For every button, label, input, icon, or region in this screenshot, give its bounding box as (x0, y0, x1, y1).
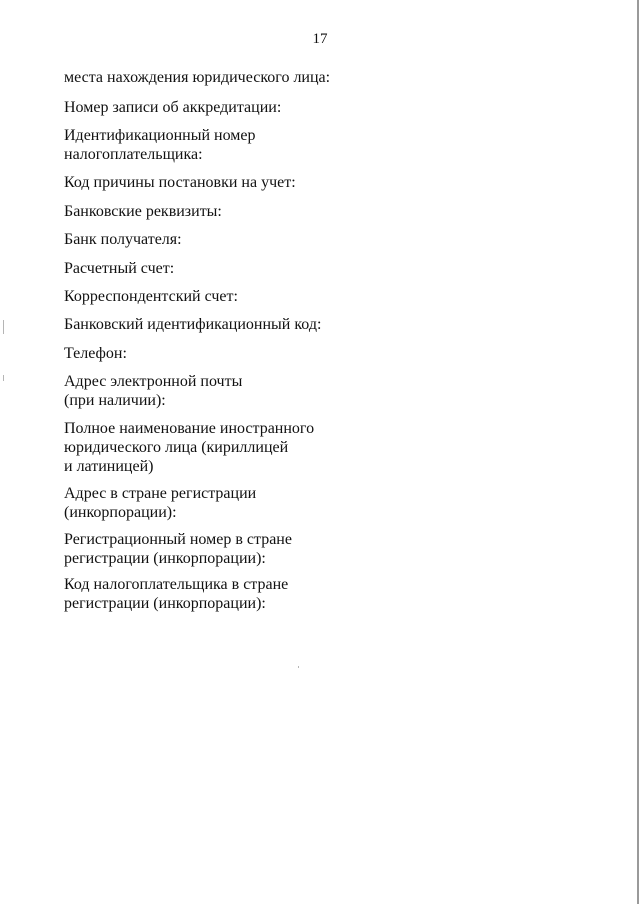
page-number: 17 (312, 31, 328, 47)
field-label-bank-id-code (64, 315, 364, 334)
field-label-line: регистрации (инкорпорации): (64, 550, 266, 567)
field-label-taxpayer-id (64, 126, 364, 164)
field-label-beneficiary-bank (64, 230, 364, 249)
scan-speck (3, 320, 4, 334)
field-label-registration-country-taxpayer-code (64, 575, 364, 613)
scan-edge-line (637, 0, 639, 904)
field-label-line: Телефон: (64, 345, 127, 362)
field-label-line: и латиницей) (64, 458, 154, 475)
field-label-accreditation-number (64, 98, 364, 117)
field-label-line: (при наличии): (64, 392, 166, 409)
field-label-registration-country-address (64, 484, 364, 522)
field-label-line: Расчетный счет: (64, 260, 175, 277)
field-label-line: Банк получателя: (64, 231, 182, 248)
field-label-line: Полное наименование иностранного (64, 420, 315, 437)
field-label-line: Банковские реквизиты: (64, 203, 222, 220)
field-label-line: Банковский идентификационный код: (64, 316, 322, 333)
field-label-legal-address (64, 68, 364, 87)
field-label-foreign-entity-full-name (64, 419, 364, 476)
scan-speck (3, 375, 4, 381)
field-label-line: Корреспондентский счет: (64, 288, 238, 305)
field-label-line: Адрес в стране регистрации (64, 485, 257, 502)
field-label-line: места нахождения юридического лица: (64, 69, 331, 86)
field-label-line: (инкорпорации): (64, 504, 177, 521)
field-label-line: регистрации (инкорпорации): (64, 595, 266, 612)
field-label-phone (64, 344, 364, 363)
field-label-registration-country-number (64, 530, 364, 568)
field-label-registration-reason-code (64, 173, 364, 192)
field-label-email (64, 372, 364, 410)
field-label-line: Регистрационный номер в стране (64, 531, 292, 548)
field-label-line: налогоплательщика: (64, 146, 203, 163)
field-label-settlement-account (64, 259, 364, 278)
field-label-line: Идентификационный номер (64, 127, 256, 144)
field-label-line: Адрес электронной почты (64, 373, 243, 390)
field-label-bank-details (64, 202, 364, 221)
field-label-line: Номер записи об аккредитации: (64, 99, 282, 116)
field-label-line: юридического лица (кириллицей (64, 439, 289, 456)
field-label-line: Код налогоплательщика в стране (64, 576, 289, 593)
field-label-line: Код причины постановки на учет: (64, 174, 296, 191)
scan-speck (298, 666, 299, 668)
field-label-correspondent-account (64, 287, 364, 306)
